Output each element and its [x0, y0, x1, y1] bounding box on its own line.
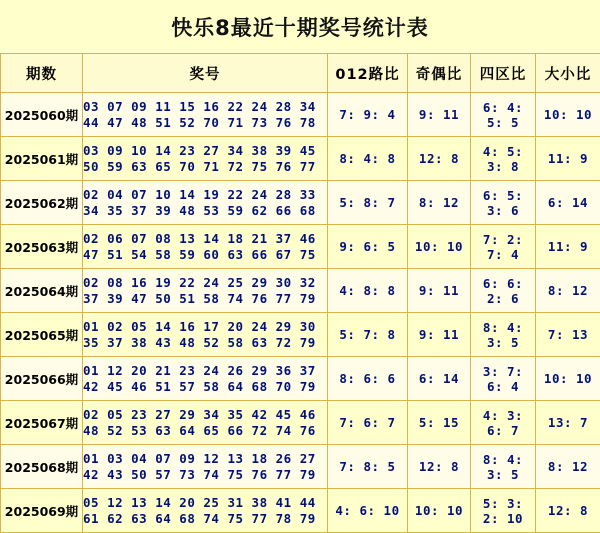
issue-number: 2025065期 — [1, 313, 83, 357]
winning-numbers — [83, 489, 328, 533]
issue-number: 2025066期 — [1, 357, 83, 401]
numbers-line-1: 03 07 09 11 15 16 22 24 28 34 — [83, 99, 327, 115]
ratio-big-small: 12: 8 — [536, 489, 600, 533]
numbers-line-2: 37 39 47 50 51 58 74 76 77 79 — [83, 291, 327, 307]
ratio-four-zone: 5: 3: 2: 10 — [471, 489, 536, 533]
winning-numbers — [83, 225, 328, 269]
table-row — [1, 445, 600, 489]
lottery-stats-table — [0, 53, 600, 533]
column-header-four-zone-ratio: 四区比 — [471, 54, 536, 93]
issue-number: 2025062期 — [1, 181, 83, 225]
ratio-012: 7: 9: 4 — [328, 93, 408, 137]
numbers-line-2: 61 62 63 64 68 74 75 77 78 79 — [83, 511, 327, 527]
numbers-line-1: 02 05 23 27 29 34 35 42 45 46 — [83, 407, 327, 423]
table-row — [1, 93, 600, 137]
ratio-012: 8: 6: 6 — [328, 357, 408, 401]
winning-numbers — [83, 401, 328, 445]
ratio-odd-even: 12: 8 — [408, 137, 471, 181]
ratio-odd-even: 10: 10 — [408, 489, 471, 533]
ratio-012: 4: 8: 8 — [328, 269, 408, 313]
winning-numbers — [83, 269, 328, 313]
ratio-012: 5: 8: 7 — [328, 181, 408, 225]
numbers-line-2: 44 47 48 51 52 70 71 73 76 78 — [83, 115, 327, 131]
winning-numbers — [83, 181, 328, 225]
numbers-line-2: 42 45 46 51 57 58 64 68 70 79 — [83, 379, 327, 395]
ratio-odd-even: 9: 11 — [408, 313, 471, 357]
ratio-big-small: 11: 9 — [536, 225, 600, 269]
numbers-line-1: 02 04 07 10 14 19 22 24 28 33 — [83, 187, 327, 203]
ratio-four-zone: 7: 2: 7: 4 — [471, 225, 536, 269]
column-header-big-small-ratio: 大小比 — [536, 54, 600, 93]
column-header-numbers: 奖号 — [83, 54, 328, 93]
numbers-line-1: 01 02 05 14 16 17 20 24 29 30 — [83, 319, 327, 335]
ratio-odd-even: 8: 12 — [408, 181, 471, 225]
ratio-big-small: 8: 12 — [536, 269, 600, 313]
column-header-issue: 期数 — [1, 54, 83, 93]
winning-numbers — [83, 313, 328, 357]
ratio-012: 5: 7: 8 — [328, 313, 408, 357]
table-row — [1, 357, 600, 401]
table-row — [1, 225, 600, 269]
ratio-odd-even: 6: 14 — [408, 357, 471, 401]
ratio-four-zone: 6: 4: 5: 5 — [471, 93, 536, 137]
ratio-012: 8: 4: 8 — [328, 137, 408, 181]
numbers-line-2: 48 52 53 63 64 65 66 72 74 76 — [83, 423, 327, 439]
column-header-012-ratio: 012路比 — [328, 54, 408, 93]
ratio-four-zone: 6: 6: 2: 6 — [471, 269, 536, 313]
winning-numbers — [83, 93, 328, 137]
ratio-big-small: 6: 14 — [536, 181, 600, 225]
ratio-012: 7: 8: 5 — [328, 445, 408, 489]
issue-number: 2025068期 — [1, 445, 83, 489]
numbers-line-1: 02 06 07 08 13 14 18 21 37 46 — [83, 231, 327, 247]
table-row — [1, 269, 600, 313]
winning-numbers — [83, 357, 328, 401]
table-row — [1, 181, 600, 225]
ratio-odd-even: 5: 15 — [408, 401, 471, 445]
numbers-line-1: 03 09 10 14 23 27 34 38 39 45 — [83, 143, 327, 159]
ratio-four-zone: 8: 4: 3: 5 — [471, 313, 536, 357]
ratio-big-small: 13: 7 — [536, 401, 600, 445]
ratio-four-zone: 8: 4: 3: 5 — [471, 445, 536, 489]
ratio-four-zone: 6: 5: 3: 6 — [471, 181, 536, 225]
issue-number: 2025067期 — [1, 401, 83, 445]
table-row — [1, 489, 600, 533]
numbers-line-1: 05 12 13 14 20 25 31 38 41 44 — [83, 495, 327, 511]
ratio-odd-even: 10: 10 — [408, 225, 471, 269]
issue-number: 2025063期 — [1, 225, 83, 269]
ratio-odd-even: 9: 11 — [408, 269, 471, 313]
table-row — [1, 313, 600, 357]
issue-number: 2025069期 — [1, 489, 83, 533]
numbers-line-2: 35 37 38 43 48 52 58 63 72 79 — [83, 335, 327, 351]
numbers-line-2: 34 35 37 39 48 53 59 62 66 68 — [83, 203, 327, 219]
ratio-four-zone: 4: 5: 3: 8 — [471, 137, 536, 181]
ratio-big-small: 10: 10 — [536, 357, 600, 401]
winning-numbers — [83, 137, 328, 181]
numbers-line-1: 02 08 16 19 22 24 25 29 30 32 — [83, 275, 327, 291]
table-header-row — [1, 54, 600, 93]
ratio-big-small: 10: 10 — [536, 93, 600, 137]
numbers-line-2: 42 43 50 57 73 74 75 76 77 79 — [83, 467, 327, 483]
issue-number: 2025064期 — [1, 269, 83, 313]
ratio-012: 7: 6: 7 — [328, 401, 408, 445]
numbers-line-2: 47 51 54 58 59 60 63 66 67 75 — [83, 247, 327, 263]
ratio-odd-even: 9: 11 — [408, 93, 471, 137]
column-header-odd-even-ratio: 奇偶比 — [408, 54, 471, 93]
issue-number: 2025061期 — [1, 137, 83, 181]
ratio-big-small: 7: 13 — [536, 313, 600, 357]
ratio-012: 9: 6: 5 — [328, 225, 408, 269]
numbers-line-1: 01 03 04 07 09 12 13 18 26 27 — [83, 451, 327, 467]
ratio-big-small: 11: 9 — [536, 137, 600, 181]
issue-number: 2025060期 — [1, 93, 83, 137]
page-title: 快乐8最近十期奖号统计表 — [0, 0, 600, 53]
numbers-line-1: 01 12 20 21 23 24 26 29 36 37 — [83, 363, 327, 379]
ratio-012: 4: 6: 10 — [328, 489, 408, 533]
ratio-four-zone: 4: 3: 6: 7 — [471, 401, 536, 445]
winning-numbers — [83, 445, 328, 489]
ratio-odd-even: 12: 8 — [408, 445, 471, 489]
ratio-four-zone: 3: 7: 6: 4 — [471, 357, 536, 401]
numbers-line-2: 50 59 63 65 70 71 72 75 76 77 — [83, 159, 327, 175]
ratio-big-small: 8: 12 — [536, 445, 600, 489]
table-row — [1, 401, 600, 445]
table-row — [1, 137, 600, 181]
